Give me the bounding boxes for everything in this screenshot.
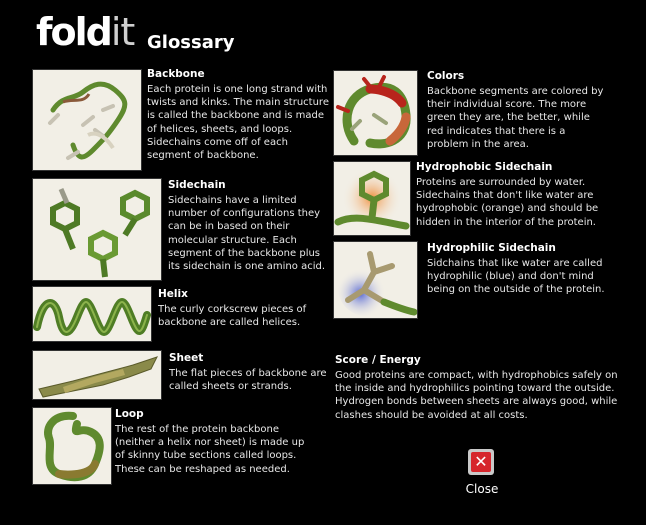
logo-fold: fold [36,10,111,54]
entry-score [335,354,620,422]
entry-title: Score / Energy [335,354,421,366]
close-label[interactable]: Close [465,482,499,496]
sheet-image [32,350,162,400]
entry-text: The rest of the protein backbone (neither a helix nor sheet) is made up of skinny tube sections called loops. These can be reshaped as needed. [115,424,305,475]
entry-backbone [147,68,329,162]
hydrophobic-image [333,161,411,236]
entry-text: Each protein is one long strand with twists and kinks. The main structure is called the backbone and is made of helices, sheets, and loops. Sidechains come off of each segment of backbone. [147,84,329,162]
entry-hydrophilic [427,242,612,297]
hydrophilic-image [333,241,418,319]
entry-title: Backbone [147,68,205,80]
entry-title: Helix [158,288,188,300]
entry-title: Hydrophilic Sidechain [427,242,556,254]
entry-sheet [169,352,329,393]
entry-title: Sidechain [168,179,226,191]
entry-title: Loop [115,408,144,420]
entry-title: Hydrophobic Sidechain [416,161,553,173]
entry-title: Sheet [169,352,204,364]
entry-text: The flat pieces of backbone are called sheets or strands. [169,368,327,393]
entry-text: Proteins are surrounded by water. Sidechains that don't like water are hydrophobic (orange) and should be hidden in the interior of the protein. [416,177,599,228]
entry-text: Good proteins are compact, with hydrophobics safely on the inside and hydrophilics pointing toward the outside. Hydrogen bonds between sheets are always good, while clashes should be avoided at all costs. [335,370,618,421]
entry-helix [158,288,328,329]
page-title: Glossary [147,32,235,53]
entry-sidechain [168,179,328,273]
sidechain-image [32,178,162,281]
entry-text: Sidchains that like water are called hydrophilic (blue) and don't mind being on the outside of the protein. [427,258,605,296]
entry-text: The curly corkscrew pieces of backbone are called helices. [158,304,307,329]
entry-title: Colors [427,70,465,82]
close-button[interactable] [468,449,494,475]
foldit-logo [36,10,134,54]
logo-it: it [110,10,135,54]
backbone-image [32,69,142,171]
entry-colors [427,70,607,151]
entry-text: Backbone segments are colored by their individual score. The more green they are, the better, while red indicates that there is a problem in the area. [427,86,604,150]
entry-hydrophobic [416,161,616,229]
entry-loop [115,408,305,476]
entry-text: Sidechains have a limited number of configurations they can be in based on their molecular structure. Each segment of the backbone plus its sidechain is one amino acid. [168,195,326,273]
helix-image [32,286,152,342]
close-icon[interactable]: ✕ [471,452,491,472]
loop-image [32,407,112,485]
colors-image [333,70,418,156]
